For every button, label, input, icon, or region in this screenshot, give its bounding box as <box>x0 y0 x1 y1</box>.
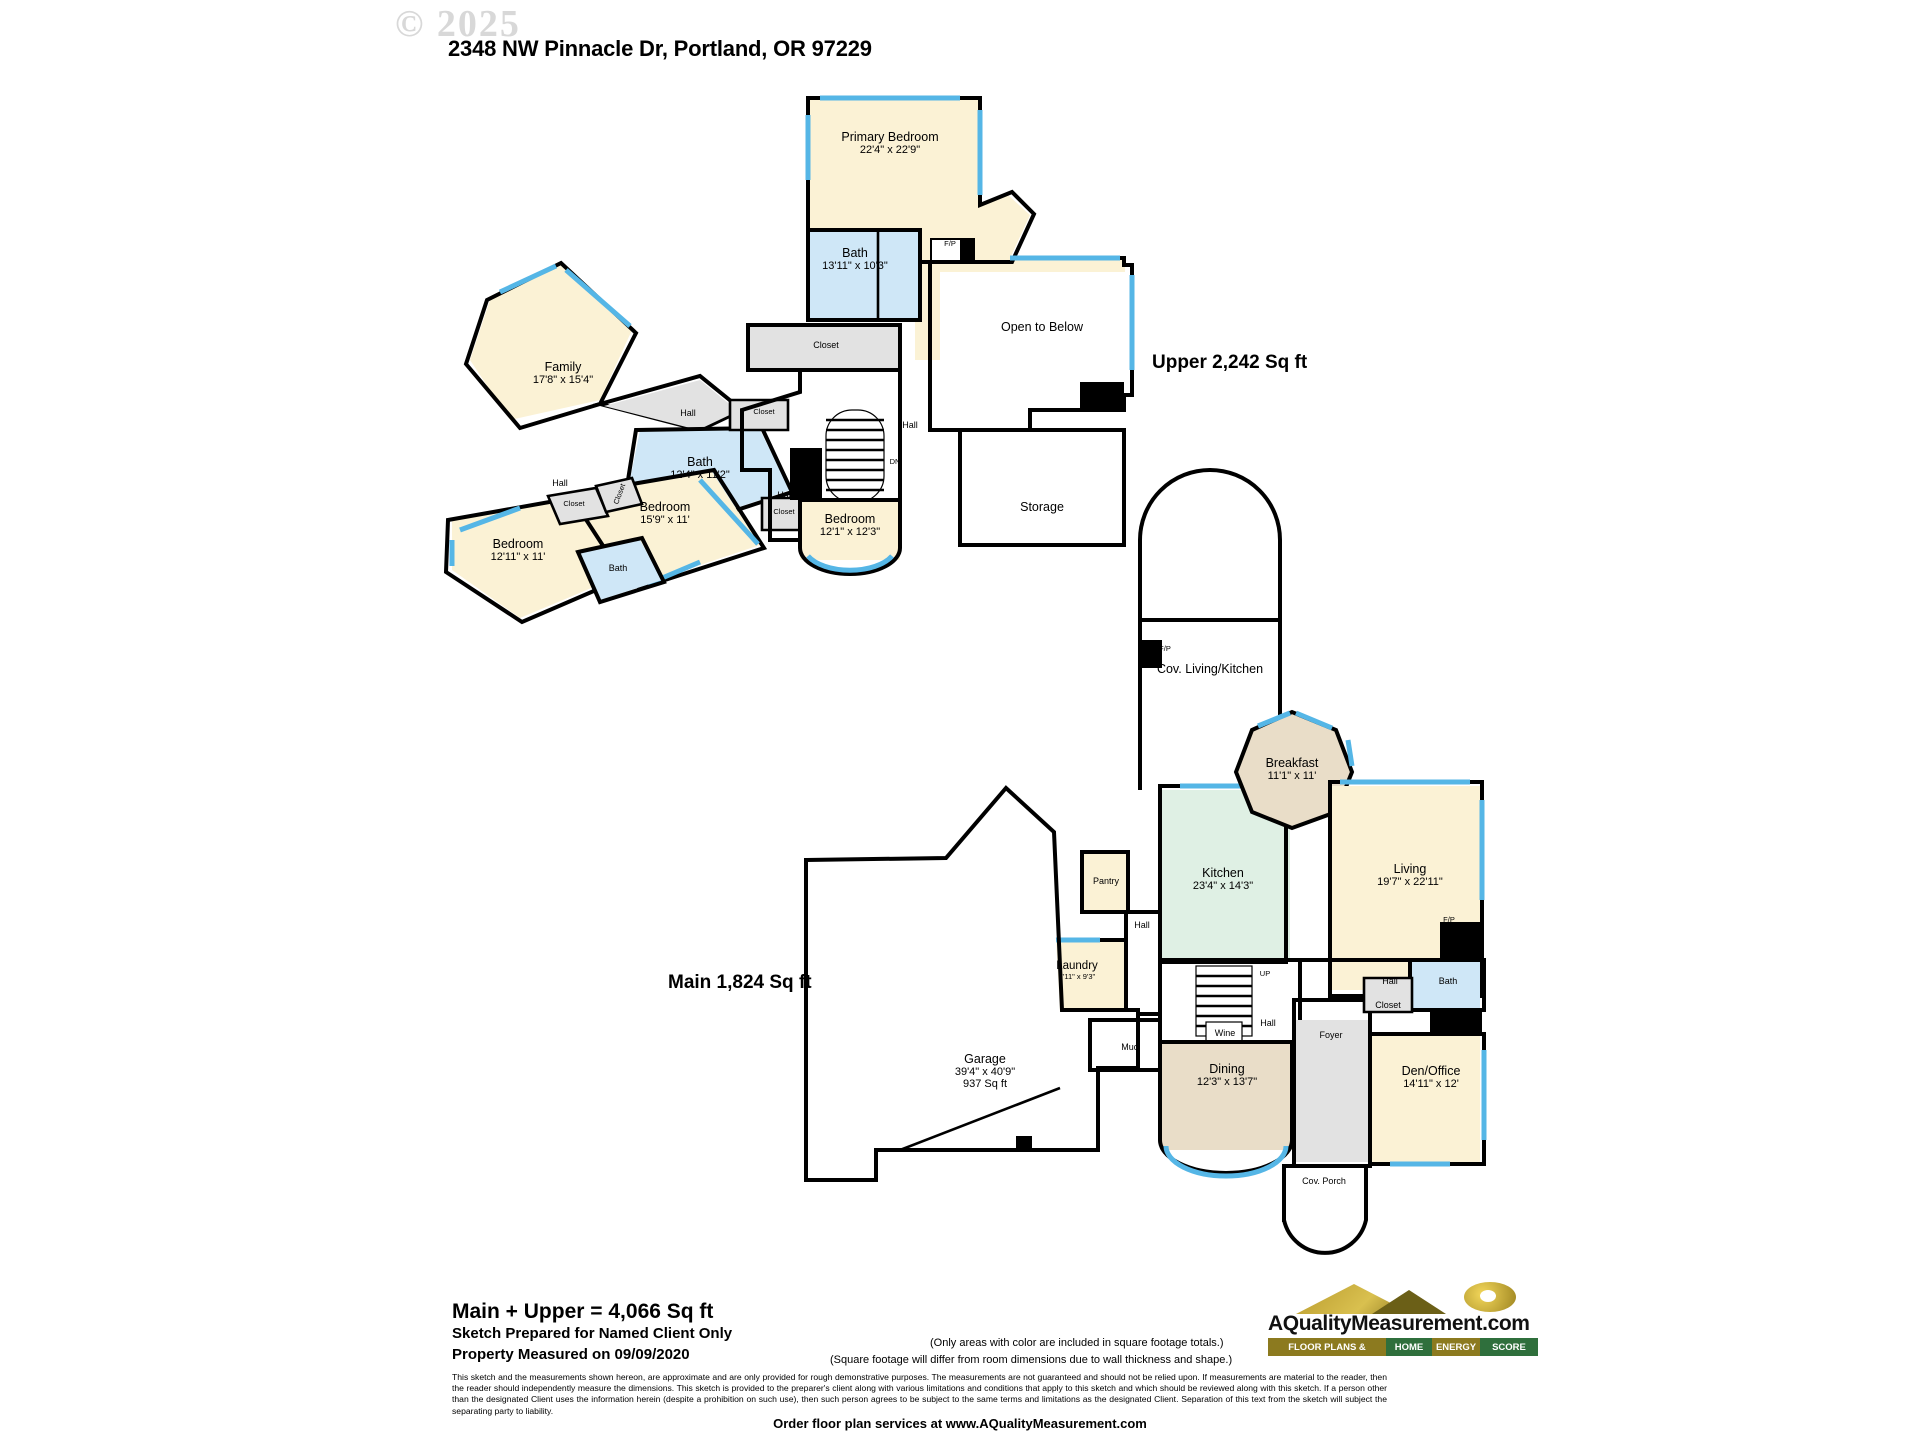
room-label: Bedroom <box>639 500 691 514</box>
company-logo <box>1268 1282 1538 1362</box>
room-label: Family <box>544 360 582 374</box>
room-upper-closet: Closet <box>813 340 839 350</box>
measured-date-label: Property Measured on 09/09/2020 <box>452 1346 690 1363</box>
main-area-label: Main 1,824 Sq ft <box>668 972 812 993</box>
room-label: Bedroom <box>492 537 544 551</box>
room-dimension: 12'1" x 12'3" <box>819 526 881 538</box>
tape-measure-hole-icon <box>1480 1290 1496 1302</box>
room-breakfast <box>1232 756 1352 782</box>
logo-tag-energy: ENERGY <box>1432 1338 1480 1356</box>
room-label: Cov. Living/Kitchen <box>1156 662 1264 676</box>
room-label: Den/Office <box>1401 1064 1461 1078</box>
logo-tag-score: SCORE <box>1480 1338 1538 1356</box>
room-main-bath: Bath <box>1438 976 1458 986</box>
upper-closet-label-4: Closet <box>611 482 628 506</box>
room-den-office <box>1372 1064 1490 1090</box>
room-label: Open to Below <box>1001 320 1083 334</box>
room-cov-porch: Cov. Porch <box>1302 1176 1346 1186</box>
order-services-line: Order floor plan services at www.AQualityMeasurement.com <box>773 1416 1147 1431</box>
main-closet-label: Closet <box>1375 1000 1401 1010</box>
room-dimension: 22'4" x 22'9" <box>859 144 921 156</box>
room-area: 937 Sq ft <box>962 1078 1008 1091</box>
main-hall-label-3: Hall <box>1382 976 1398 986</box>
room-dimension: 12'3" x 13'7" <box>1196 1076 1258 1088</box>
room-label: Primary Bedroom <box>841 130 939 144</box>
room-dimension: 19'7" x 22'11" <box>1377 876 1443 888</box>
room-label: Laundry <box>1056 960 1098 972</box>
upper-closet-label-1: Closet <box>753 407 775 416</box>
note-colored-areas: (Only areas with color are included in square footage totals.) <box>930 1337 1224 1349</box>
room-laundry <box>1030 960 1124 981</box>
main-hall-label-1: Hall <box>1134 920 1150 930</box>
upper-hall-label-1: Hall <box>680 408 696 418</box>
room-foyer: Foyer <box>1319 1030 1343 1040</box>
room-label: Bedroom <box>824 512 876 526</box>
room-label: Living <box>1393 862 1427 876</box>
room-cov-living-kitchen <box>1120 662 1300 676</box>
copyright-watermark: © 2025 <box>395 3 521 45</box>
disclaimer-text: This sketch and the measurements shown hereon, are approximate and are only provided for rough demonstrative purposes. The measurements are not guaranteed and should not be relied upon. If measurements are material to the reader, then the reader should independently measure the dimensions. This sketch is provided to the preparer's client along with various limitations and conditions that apply to this sketch and which should be reviewed along with this sketch. If a person other than the designated Client uses the information herein (despite a prohibition on such use), then such person agrees to be subject to the same terms and limitations as the designated Client. Separation of this text from the sketch will subject the separating party to liability. <box>452 1372 1387 1416</box>
upper-closet-label-2: Closet <box>773 507 795 516</box>
room-dimension: 12'11" x 11' <box>490 551 546 563</box>
room-dimension: 14'11" x 12' <box>1403 1078 1459 1090</box>
room-dimension: 12'4" x 11'2" <box>670 469 730 481</box>
total-area-label: Main + Upper = 4,066 Sq ft <box>452 1300 714 1323</box>
room-dimension: 23'4" x 14'3" <box>1192 880 1254 892</box>
main-mud-label: Mud <box>1121 1042 1139 1052</box>
logo-tag-floorplans: FLOOR PLANS & <box>1268 1338 1386 1356</box>
room-label: Storage <box>1020 500 1064 514</box>
upper-hall-label-4: Hall <box>777 490 793 500</box>
upper-area-label: Upper 2,242 Sq ft <box>1152 352 1308 373</box>
room-kitchen <box>1158 866 1288 892</box>
main-fp-label-den: F/P <box>1441 1029 1453 1038</box>
main-wine-label: Wine <box>1214 1028 1236 1038</box>
room-dining <box>1162 1062 1292 1088</box>
room-garage <box>900 1052 1070 1091</box>
room-label: Kitchen <box>1202 866 1244 880</box>
room-label: Dining <box>1209 1062 1245 1076</box>
room-dimension: 11'1" x 11' <box>1267 770 1317 782</box>
room-label: Bath <box>842 246 868 260</box>
room-living <box>1340 862 1480 888</box>
logo-tag-home: HOME <box>1386 1338 1432 1356</box>
room-dimension: 7'11" x 9'3" <box>1058 971 1096 981</box>
prepared-for-label: Sketch Prepared for Named Client Only <box>452 1325 733 1342</box>
upper-hall-label-2: Hall <box>902 420 918 430</box>
room-dimension: 13'11" x 10'3" <box>822 260 888 272</box>
room-label: Bath <box>687 455 713 469</box>
upper-fp-label: F/P <box>944 239 956 248</box>
note-wall-thickness: (Square footage will differ from room dimensions due to wall thickness and shape.) <box>830 1354 1233 1366</box>
room-dimension: 15'9" x 11' <box>640 514 690 526</box>
page-title: 2348 NW Pinnacle Dr, Portland, OR 97229 <box>448 36 872 61</box>
logo-tagline-strip <box>1268 1338 1538 1356</box>
main-up-label: UP <box>1259 969 1271 978</box>
room-bedroom-bath: Bath <box>608 563 628 573</box>
room-label: Breakfast <box>1265 756 1319 770</box>
room-dimension: 39'4" x 40'9" <box>954 1066 1016 1078</box>
upper-hall-label-3: Hall <box>552 478 568 488</box>
room-pantry: Pantry <box>1092 876 1119 886</box>
room-dimension: 17'8" x 15'4" <box>532 374 594 386</box>
room-label: Garage <box>964 1052 1006 1066</box>
main-fp-label-living: F/P <box>1443 915 1455 924</box>
main-fp-label-cov: F/P <box>1159 644 1171 653</box>
main-hall-label-2: Hall <box>1260 1018 1276 1028</box>
upper-closet-label-3: Closet <box>563 499 585 508</box>
logo-name: AQualityMeasurement.com <box>1268 1312 1530 1335</box>
upper-dn-label: DN <box>889 457 901 466</box>
